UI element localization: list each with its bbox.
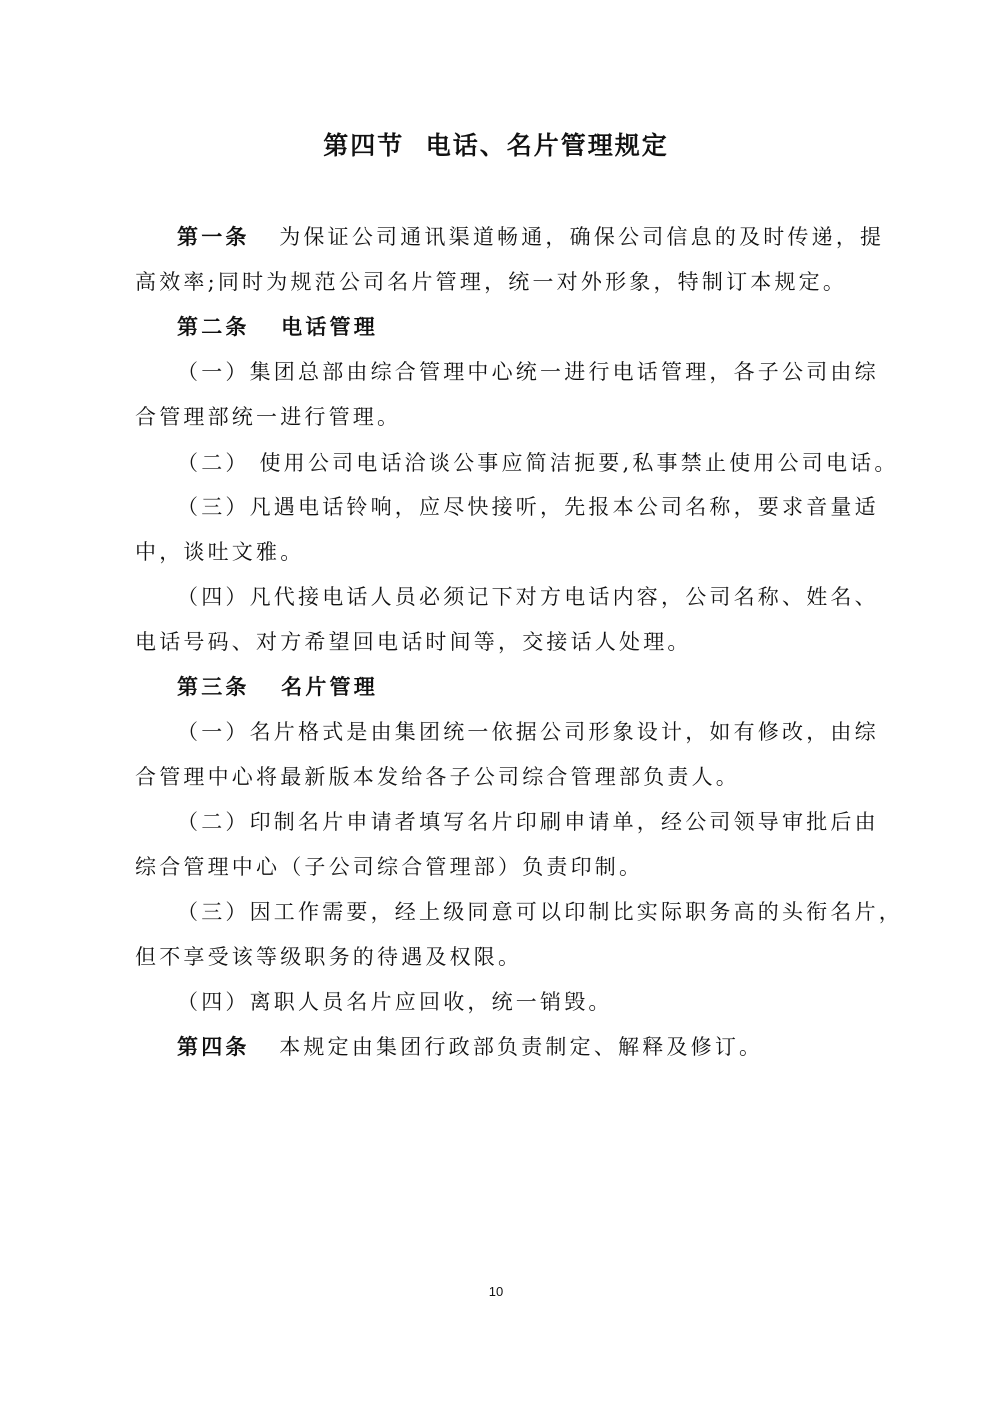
article-2-item-4-line-2: 电话号码、对方希望回电话时间等，交接话人处理。 <box>135 630 692 654</box>
article-2-item-3-line-1: （三）凡遇电话铃响，应尽快接听，先报本公司名称，要求音量适 <box>177 495 879 519</box>
article-1-label: 第一条 <box>177 224 250 249</box>
article-3-heading <box>177 672 378 702</box>
article-3-title: 名片管理 <box>249 674 378 699</box>
article-2-item-1-line-1: （一）集团总部由综合管理中心统一进行电话管理，各子公司由综 <box>177 360 879 384</box>
article-2-item-4-line-1: （四）凡代接电话人员必须记下对方电话内容，公司名称、姓名、 <box>177 585 879 609</box>
article-3-item-2-line-2: 综合管理中心（子公司综合管理部）负责印制。 <box>135 855 644 879</box>
article-1-text: 为保证公司通讯渠道畅通，确保公司信息的及时传递，提 <box>249 225 885 249</box>
page-number: 10 <box>488 1284 504 1299</box>
article-2-title: 电话管理 <box>249 314 378 339</box>
article-3-item-3-line-1: （三）因工作需要，经上级同意可以印制比实际职务高的头衔名片， <box>177 900 903 924</box>
article-2-heading <box>177 312 378 342</box>
article-4-line-1 <box>177 1032 763 1062</box>
article-2-item-1-line-2: 合管理部统一进行管理。 <box>135 405 402 429</box>
article-4-text: 本规定由集团行政部负责制定、解释及修订。 <box>249 1035 764 1059</box>
article-3-item-3-line-2: 但不享受该等级职务的待遇及权限。 <box>135 945 523 969</box>
article-3-label: 第三条 <box>177 674 250 699</box>
article-3-item-1-line-2: 合管理中心将最新版本发给各子公司综合管理部负责人。 <box>135 765 740 789</box>
article-2-item-3-line-2: 中，谈吐文雅。 <box>135 540 305 564</box>
article-2-item-2-line-1: （二） 使用公司电话洽谈公事应简洁扼要,私事禁止使用公司电话。 <box>177 451 899 475</box>
article-3-item-4-line-1: （四）离职人员名片应回收，统一销毁。 <box>177 990 613 1014</box>
article-3-item-1-line-1: （一）名片格式是由集团统一依据公司形象设计，如有修改，由综 <box>177 720 879 744</box>
article-1-line-2: 高效率;同时为规范公司名片管理，统一对外形象，特制订本规定。 <box>135 270 848 294</box>
article-4-label: 第四条 <box>177 1034 250 1059</box>
article-3-item-2-line-1: （二）印制名片申请者填写名片印刷申请单，经公司领导审批后由 <box>177 810 879 834</box>
article-1-line-1 <box>177 222 884 252</box>
section-title: 第四节 电话、名片管理规定 <box>323 131 669 160</box>
article-2-label: 第二条 <box>177 314 250 339</box>
